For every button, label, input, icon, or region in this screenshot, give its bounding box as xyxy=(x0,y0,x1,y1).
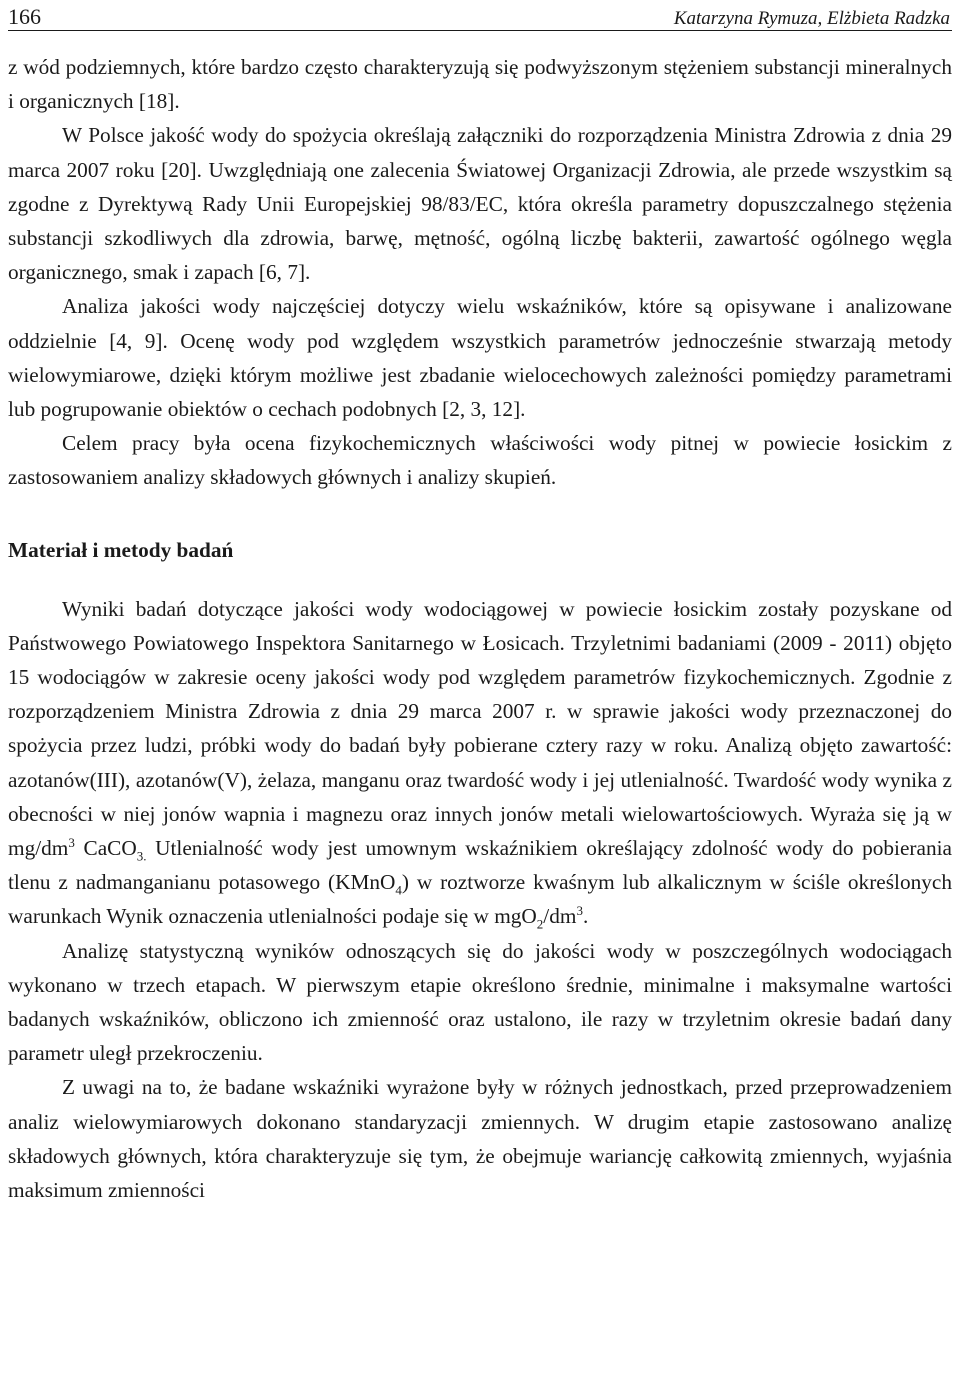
superscript: 3 xyxy=(68,834,75,850)
page-number: 166 xyxy=(8,4,41,29)
running-author: Katarzyna Rymuza, Elżbieta Radzka xyxy=(673,8,950,29)
paragraph-6: Analizę statystyczną wyników odnoszących się do jakości wody w poszczególnych wodociągach wykonano w trzech etapach. W pierwszym etapie określono średnie, minimalne i maksymalne wartości badanych wskaźników, obliczono ich zmienność oraz ustalono, ile razy w trzyletnim okresie badań dany parametr uległ przekroczeniu. xyxy=(8,938,952,1066)
paragraph-7: Z uwagi na to, że badane wskaźniki wyrażone były w różnych jednostkach, przed przeprowadzeniem analiz wielowymiarowych dokonano standaryzacji zmiennych. W drugim etapie zastosowano analizę składowych głównych, która charakteryzuje się tym, że obejmuje wariancję całkowitą zmiennych, wyjaśnia maksimum zmienności xyxy=(8,1075,952,1203)
paragraph-3: Analiza jakości wody najczęściej dotyczy wielu wskaźników, które są opisywane i analizowane oddzielnie [4, 9]. Ocenę wody pod względem wszystkich parametrów jednocześnie stwarzają metody wielowymiarowe, dzięki którym możliwe jest zbadanie wielocechowych zależności pomiędzy parametrami lub pogrupowanie obiektów o cechach podobnych [2, 3, 12]. xyxy=(8,294,952,422)
p5-text-a: Wyniki badań dotyczące jakości wody wodociągowej w powiecie łosickim zostały pozyskane od Państwowego Powiatowego Inspektora Sanitarnego w Łosicach. Trzyletnimi badaniami (2009 - 2011) objęto 15 wodociągów w zakresie oceny jakości wody pod względem parametrów fizykochemicznych. Zgodnie z rozporządzeniem Ministra Zdrowia z dnia 29 marca 2007 r. w sprawie jakości wody przeznaczonej do spożycia przez ludzi, próbki wody do badań były pobierane cztery razy w roku. Analizą objęto zawartość: azotanów(III), azotanów(V), żelaza, manganu oraz twardość wody i jej utlenialność. Twardość wody wynika z obecności w niej jonów wapnia i magnezu oraz innych jonów metali wielowartościowych. Wyraża się ją w mg/dm xyxy=(8,596,952,861)
superscript: 3 xyxy=(576,903,583,919)
subscript: 4 xyxy=(395,882,402,898)
section-title: Materiał i metody badań xyxy=(8,537,234,562)
subscript: 2 xyxy=(536,916,544,932)
p5-text-e: /dm xyxy=(543,904,577,929)
running-head xyxy=(8,0,952,31)
p5-text-c: Utlenialność wody jest umownym wskaźnikiem określający zdolność wody do pobierania tlenu z nadmanganianu potasowego (KMnO xyxy=(8,836,952,895)
p5-text-f: . xyxy=(582,904,589,929)
paragraph-5 xyxy=(8,592,952,934)
p5-text-d: ) w roztworze kwaśnym lub alkalicznym w ściśle określonych warunkach Wynik oznaczenia utlenialności podaje się w mgO xyxy=(8,870,952,929)
paragraph-1: z wód podziemnych, które bardzo często charakteryzują się podwyższonym stężeniem substancji mineralnych i organicznych [18]. xyxy=(8,55,952,114)
subscript: 3. xyxy=(136,848,147,864)
paragraph-2: W Polsce jakość wody do spożycia określają załączniki do rozporządzenia Ministra Zdrowia z dnia 29 marca 2007 roku [20]. Uwzględniają one zalecenia Światowej Organizacji Zdrowia, ale przede wszystkim są zgodne z Dyrektywą Rady Unii Europejskiej 98/83/EC, która określa parametry dopuszczalnego stężenia substancji szkodliwych dla zdrowia, barwę, mętność, ogólną liczbę bakterii, zawartość ogólnego węgla organicznego, smak i zapach [6, 7]. xyxy=(8,123,952,285)
p5-text-b: CaCO xyxy=(74,836,137,861)
article-body xyxy=(8,50,952,1207)
paragraph-4: Celem pracy była ocena fizykochemicznych właściwości wody pitnej w powiecie łosickim z zastosowaniem analizy składowych głównych i analizy skupień. xyxy=(8,431,952,490)
